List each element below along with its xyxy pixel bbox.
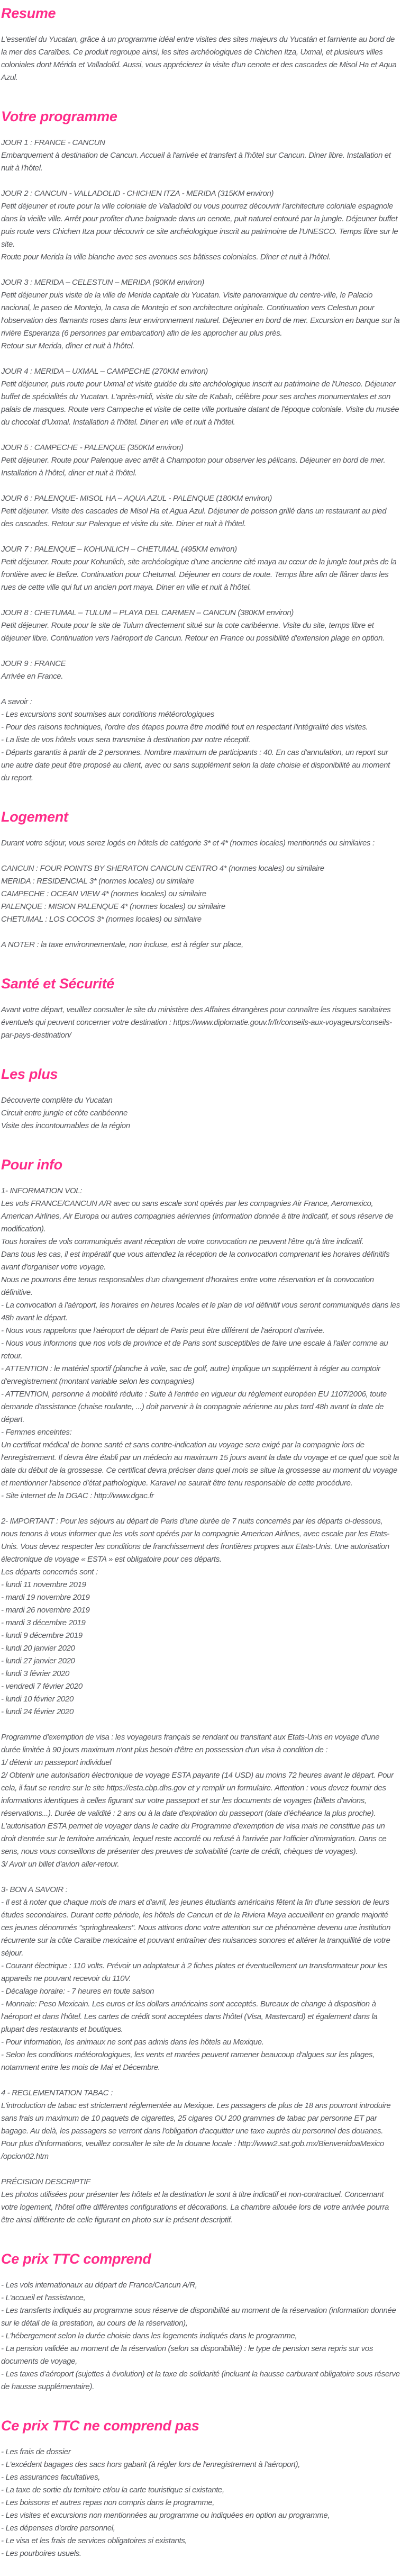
paragraph-line: Circuit entre jungle et côte caribéenne (1, 1109, 127, 1118)
paragraph-line: - Monnaie: Peso Mexicain. Les euros et les dollars américains sont acceptés. Bureaux de change à disposition à l'aéroport et dans l'hôtel. Les cartes de crédit sont acceptées dans l'hôtel (Visa, Mastercard) et également dans la plupart des restaurants et boutiques. (1, 1999, 378, 2034)
text-block (1, 33, 400, 84)
text-block (1, 1094, 400, 1132)
paragraph-line: - Courant électrique : 110 volts. Prévoir un adaptateur à 2 fiches plates et éventuellement un transformateur pour les appareils ne pouvant recevoir du 110V. (1, 1961, 387, 1984)
paragraph-line: 3/ Avoir un billet d'avion aller-retour. (1, 1860, 120, 1869)
paragraph-line: A savoir : (1, 697, 32, 707)
paragraph-line: L'autorisation ESTA permet de voyager dans le cadre du Programme d'exemption de visa mais ne constitue pas un droit d'entrée sur le territoire américain, lequel reste accordé ou refusé à l'arrivée par l'officier d'immigration. Dans ce sens, nous vous conseillons de présenter des preuves de solvabilité (carte de crédit, chèques de voyages). (1, 1822, 387, 1857)
section-title-logement: Logement (1, 809, 68, 825)
paragraph-line: - Nous vous informons que nos vols de province et de Paris sont susceptibles de faire une escale à l'aller comme au retour. (1, 1339, 388, 1361)
paragraph-line: - La taxe de sortie du territoire et/ou la carte touristique si existante, (1, 2485, 224, 2495)
paragraph-line: Arrivée en France. (1, 672, 63, 681)
section-title-resume: Resume (1, 5, 56, 21)
paragraph-line: JOUR 3 : MERIDA – CELESTUN – MERIDA (90KM environ) (1, 278, 204, 287)
paragraph-line: 2/ Obtenir une autorisation électronique de voyage ESTA payante (14 USD) au moins 72 heures avant le départ. Pour cela, il faut se rendre sur le site https://esta.cbp.dhs.gov et y remplir un formulaire. Attention : vous devez fournir des informations identiques à celles figurant sur votre passeport et sur les documents de voyages (billets d'avions, réservations...). Durée de validité : 2 ans ou à la date d'expiration du passeport (date d'échéance la plus proche). (1, 1771, 394, 1818)
text-block (1, 939, 400, 951)
paragraph-line: Durant votre séjour, vous serez logés en hôtels de catégorie 3* et 4* (normes locales) mentionnés ou similaires : (1, 839, 375, 848)
paragraph-line: - Site internet de la DGAC : http://www.dgac.fr (1, 1491, 154, 1501)
paragraph-line: 2- IMPORTANT : Pour les séjours au départ de Paris d'une durée de 7 nuits concernés par les départs ci-dessous, nous tenons à vous informer que les vols sont opérés par la compagnie American Airlines, avec escale par les Etats-Unis. Vous devez respecter les conditions de franchissement des frontières propres aux Etats-Unis. Une autorisation électronique de voyage « ESTA » est obligatoire pour ces départs. (1, 1517, 390, 1564)
paragraph-line: CHETUMAL : LOS COCOS 3* (normes locales) ou similaire (1, 915, 202, 924)
paragraph-line: Tous horaires de vols communiqués avant réception de votre convocation ne peuvent l'être qu'à titre indicatif. (1, 1237, 364, 1247)
text-block (1, 1884, 400, 2074)
section-title-pour-info: Pour info (1, 1157, 62, 1173)
section-title-votre-programme: Votre programme (1, 109, 117, 125)
paragraph-line: - lundi 10 février 2020 (1, 1695, 74, 1704)
text-block (1, 657, 400, 683)
paragraph-line: - mardi 3 décembre 2019 (1, 1618, 86, 1628)
text-block (1, 862, 400, 926)
paragraph-line: MERIDA : RESIDENCIAL 3* (normes locales) ou similaire (1, 877, 194, 886)
paragraph-line: JOUR 8 : CHETUMAL – TULUM – PLAYA DEL CARMEN – CANCUN (380KM environ) (1, 608, 294, 618)
paragraph-line: Petit déjeuner et route pour la ville coloniale de Valladolid ou vous pourrez découvrir l'architecture coloniale espagnole dans la vieille ville. Arrêt pour profiter d'une baignade dans un cenote, puit naturel entouré par la jungle. Déjeuner buffet puis route vers Chichen Itza pour découvrir ce site archéologique inscrit au patrimoine de l'UNESCO. Temps libre sur le site. (1, 202, 398, 249)
section-prix-ttc-comprend (1, 2251, 400, 2393)
paragraph-line: Petit déjeuner. Route pour Kohunlich, site archéologique d'une ancienne cité maya au cœur de la jungle tout près de la frontière avec le Belize. Continuation pour Chetumal. Déjeuner en cours de route. Temps libre afin de flâner dans les rues de cette ville qui fut un ancien port maya. Diner en ville et nuit à l'hôtel. (1, 557, 397, 592)
paragraph-line: - lundi 24 février 2020 (1, 1707, 74, 1717)
paragraph-line: Un certificat médical de bonne santé et sans contre-indication au voyage sera exigé par la compagnie lors de l'enregistrement. Il devra être établi par un médecin au maximum 15 jours avant la date du voyage et ce quel que soit la date du début de la grossesse. Ce certificat devra préciser dans quel mois se situe la grossesse au moment du voyage et mentionner l'absence d'état pathologique. Karavel ne saurait être tenu responsable de cette procédure. (1, 1440, 399, 1488)
section-title-prix-ttc-comprend: Ce prix TTC comprend (1, 2251, 151, 2267)
paragraph-line: - lundi 20 janvier 2020 (1, 1644, 75, 1653)
paragraph-line: - lundi 9 décembre 2019 (1, 1631, 83, 1641)
paragraph-line: 1- INFORMATION VOL: (1, 1186, 83, 1196)
paragraph-line: CAMPECHE : OCEAN VIEW 4* (normes locales) ou similaire (1, 889, 206, 899)
paragraph-line: - mardi 26 novembre 2019 (1, 1606, 90, 1615)
text-block (1, 365, 400, 429)
paragraph-line: Embarquement à destination de Cancun. Accueil à l'arrivée et transfert à l'hôtel sur Cancun. Diner libre. Installation et nuit à l'hôtel. (1, 151, 391, 173)
section-resume (1, 5, 400, 84)
paragraph-line: Avant votre départ, veuillez consulter le site du ministère des Affaires étrangères pour connaître les risques sanitaires éventuels qui peuvent concerner votre destination : https://www.diplomatie.gouv.fr/fr/conseils-aux-voyageurs/conseils-par-pays-destination/ (1, 1005, 392, 1040)
text-block (1, 187, 400, 264)
text-block (1, 2087, 400, 2163)
paragraph-line: - Les transferts indiqués au programme sous réserve de disponibilité au moment de la réservation (information donnée sur le détail de la prestation, au cours de la réservation), (1, 2306, 396, 2328)
paragraph-line: JOUR 2 : CANCUN - VALLADOLID - CHICHEN ITZA - MERIDA (315KM environ) (1, 189, 274, 199)
section-sante-et-securite (1, 976, 400, 1042)
section-pour-info (1, 1157, 400, 2227)
paragraph-line: CANCUN : FOUR POINTS BY SHERATON CANCUN CENTRO 4* (normes locales) ou similaire (1, 864, 324, 873)
text-block (1, 1185, 400, 1502)
paragraph-line: - Les excursions sont soumises aux conditions météorologiques (1, 710, 215, 719)
paragraph-line: - ATTENTION : le matériel sportif (planche à voile, sac de golf, autre) implique un supplément à régler au comptoir d'enregistrement (montant variable selon les compagnies) (1, 1364, 380, 1386)
paragraph-line: - Les vols internationaux au départ de France/Cancun A/R, (1, 2281, 197, 2290)
text-block (1, 1004, 400, 1042)
paragraph-line: L'introduction de tabac est strictement réglementée au Mexique. Les passagers de plus de 18 ans pourront introduire sans frais un maximum de 10 paquets de cigarettes, 25 cigares OU 200 grammes de tabac par personne ET par bagage. Au delà, les passagers se verront dans l'obligation d'acquitter une taxe auprès du personnel des douanes. Pour plus d'informations, veuillez consulter le site de la douane locale : http://www2.sat.gob.mx/BienvenidoaMexico /opcion02.htm (1, 2101, 391, 2161)
section-title-les-plus: Les plus (1, 1066, 58, 1083)
text-block (1, 2279, 400, 2393)
section-title-prix-ttc-ne-comprend-pas: Ce prix TTC ne comprend pas (1, 2418, 199, 2434)
paragraph-line: PRÉCISION DESCRIPTIF (1, 2177, 90, 2187)
paragraph-line: - L'hébergement selon la durée choisie dans les logements indiqués dans le programme, (1, 2331, 297, 2341)
paragraph-line: Route pour Merida la ville blanche avec ses avenues ses bâtisses coloniales. Dîner et nuit à l'hôtel. (1, 253, 331, 262)
section-les-plus (1, 1066, 400, 1132)
paragraph-line: - La convocation à l'aéroport, les horaires en heures locales et le plan de vol définitif vous seront communiqués dans les 48h avant le départ. (1, 1301, 400, 1323)
paragraph-line: - Les frais de dossier (1, 2447, 71, 2457)
paragraph-line: - Décalage horaire: - 7 heures en toute saison (1, 1987, 154, 1996)
paragraph-line: Petit déjeuner. Route pour Palenque avec arrêt à Champoton pour observer les pélicans. Déjeuner en bord de mer. Installation à l'hôtel, diner et nuit à l'hôtel. (1, 456, 386, 478)
paragraph-line: - L'excédent bagages des sacs hors gabarit (à régler lors de l'enregistrement à l'aéroport), (1, 2460, 300, 2470)
paragraph-line: - L'accueil et l'assistance, (1, 2293, 86, 2303)
text-block (1, 696, 400, 785)
paragraph-line: JOUR 9 : FRANCE (1, 659, 66, 669)
text-block (1, 276, 400, 353)
paragraph-line: JOUR 5 : CAMPECHE - PALENQUE (350KM environ) (1, 443, 184, 453)
paragraph-line: Petit déjeuner. Visite des cascades de Misol Ha et Agua Azul. Déjeuner de poisson grillé dans un restaurant au pied des cascades. Retour sur Palenque et visite du site. Diner et nuit à l'hôtel. (1, 507, 387, 529)
section-votre-programme (1, 109, 400, 785)
text-block (1, 1731, 400, 1871)
paragraph-line: JOUR 1 : FRANCE - CANCUN (1, 138, 105, 148)
paragraph-line: - Le visa et les frais de services obligatoires si existants, (1, 2536, 187, 2546)
paragraph-line: L'essentiel du Yucatan, grâce à un programme idéal entre visites des sites majeurs du Yucatán et farniente au bord de la mer des Caraïbes. Ce produit regroupe ainsi, les sites archéologiques de Chichen Itza, Uxmal, et plusieurs villes coloniales dont Mérida et Valladolid. Aussi, vous apprécierez la visite d'un cenote et des cascades de Misol Ha et Aqua Azul. (1, 35, 397, 83)
paragraph-line: Visite des incontournables de la région (1, 1121, 130, 1131)
paragraph-line: - Départs garantis à partir de 2 personnes. Nombre maximum de participants : 40. En cas d'annulation, un report sur une autre date peut être proposé au client, avec ou sans supplément selon la date choisie et disponibilité au moment du report. (1, 748, 390, 783)
paragraph-line: - vendredi 7 février 2020 (1, 1682, 83, 1691)
paragraph-line: - Selon les conditions météorologiques, les vents et marées peuvent ramener beaucoup d'algues sur les plages, notamment entre les mois de Mai et Décembre. (1, 2050, 375, 2073)
paragraph-line: - Les visites et excursions non mentionnées au programme ou indiquées en option au programme, (1, 2511, 330, 2520)
paragraph-line: JOUR 4 : MERIDA – UXMAL – CAMPECHE (270KM environ) (1, 367, 208, 376)
paragraph-line: - Les assurances facultatives, (1, 2473, 101, 2482)
paragraph-line: A NOTER : la taxe environnementale, non incluse, est à régler sur place, (1, 940, 243, 950)
paragraph-line: JOUR 6 : PALENQUE- MISOL HA – AQUA AZUL - PALENQUE (180KM environ) (1, 494, 272, 503)
paragraph-line: - Pour information, les animaux ne sont pas admis dans les hôtels au Mexique. (1, 2038, 264, 2047)
paragraph-line: Découverte complète du Yucatan (1, 1096, 113, 1105)
paragraph-line: - Les pourboires usuels. (1, 2549, 81, 2559)
text-block (1, 442, 400, 480)
paragraph-line: - Il est à noter que chaque mois de mars et d'avril, les jeunes étudiants américains fêtent la fin d'une session de leurs études secondaires. Durant cette période, les hôtels de Cancun et de la Riviera Maya accueillent en grande majorité ces jeunes dénommés "springbreakers". Nous attirons donc votre attention sur ce phénomène devenu une institution récurrente sur la côte Caraïbe mexicaine et pouvant entraîner des nuisances sonores et altérer la tranquillité de votre séjour. (1, 1898, 391, 1958)
paragraph-line: - ATTENTION, personne à mobilité réduite : Suite à l'entrée en vigueur du règlement européen EU 1107/2006, toute demande d'assistance (chaise roulante, ...) doit parvenir à la compagnie aérienne au plus tard 48h avant la date de départ. (1, 1390, 387, 1425)
section-title-sante-et-securite: Santé et Sécurité (1, 976, 114, 992)
paragraph-line: - Les taxes d'aéroport (sujettes à évolution) et la taxe de solidarité (incluant la hausse carburant obligatoire sous réserve de hausse supplémentaire). (1, 2370, 400, 2392)
text-block (1, 543, 400, 594)
paragraph-line: - lundi 3 février 2020 (1, 1669, 70, 1679)
paragraph-line: 3- BON A SAVOIR : (1, 1885, 68, 1895)
paragraph-line: 1/ détenir un passeport individuel (1, 1758, 112, 1768)
paragraph-line: - Les dépenses d'ordre personnel, (1, 2524, 115, 2533)
section-prix-ttc-ne-comprend-pas (1, 2418, 400, 2560)
paragraph-line: - Femmes enceintes: (1, 1428, 72, 1437)
paragraph-line: - lundi 11 novembre 2019 (1, 1580, 86, 1590)
paragraph-line: Programme d'exemption de visa : les voyageurs français se rendant ou transitant aux Etats-Unis en voyage d'une durée limitée à 90 jours maximum n'ont plus besoin d'être en possession d'un visa à condition de : (1, 1733, 380, 1755)
paragraph-line: Petit déjeuner, puis route pour Uxmal et visite guidée du site archéologique inscrit au patrimoine de l'Unesco. Déjeuner buffet de spécialités du Yucatan. L'après-midi, visite du site de Kabah, célèbre pour ses arches monumentales et son palais de masques. Route vers Campeche et visite de cette ville portuaire datant de l'époque coloniale. Visite du musée du chocolat d'Uxmal. Installation à l'hôtel. Diner en ville et nuit à l'hôtel. (1, 380, 399, 427)
paragraph-line: - La liste de vos hôtels vous sera transmise à destination par notre réceptif. (1, 735, 251, 745)
paragraph-line: - La pension validée au moment de la réservation (selon sa disponibilité) : le type de pension sera repris sur vos documents de voyage, (1, 2344, 373, 2366)
paragraph-line: JOUR 7 : PALENQUE – KOHUNLICH – CHETUMAL (495KM environ) (1, 545, 237, 554)
paragraph-line: 4 - REGLEMENTATION TABAC : (1, 2088, 113, 2098)
paragraph-line: Petit déjeuner. Route pour le site de Tulum directement situé sur la cote caribéenne. Visite du site, temps libre et déjeuner libre. Continuation vers l'aéroport de Cancun. Retour en France ou possibilité d'extension plage en option. (1, 621, 385, 643)
text-block (1, 837, 400, 850)
text-block (1, 2176, 400, 2227)
paragraph-line: - Les boissons et autres repas non compris dans le programme, (1, 2498, 215, 2508)
paragraph-line: Nous ne pourrons être tenus responsables d'un changement d'horaires entre votre réservation et la convocation définitive. (1, 1275, 374, 1298)
paragraph-line: Les vols FRANCE/CANCUN A/R avec ou sans escale sont opérés par les compagnies Air France, Aeromexico, American Airlines, Air Europa ou autres compagnies aériennes (information donnée à titre indicatif, et sous réserve de modification). (1, 1199, 394, 1234)
paragraph-line: Les photos utilisées pour présenter les hôtels et la destination le sont à titre indicatif et non-contractuel. Concernant votre logement, l'hôtel offre différentes configurations et décorations. La chambre allouée lors de votre arrivée pourra être ainsi différente de celle figurant en photo sur le présent descriptif. (1, 2190, 389, 2225)
paragraph-line: - Nous vous rappelons que l'aéroport de départ de Paris peut être différent de l'aéroport d'arrivée. (1, 1326, 325, 1336)
text-block (1, 1515, 400, 1718)
section-logement (1, 809, 400, 951)
text-block (1, 2446, 400, 2560)
paragraph-line: PALENQUE : MISION PALENQUE 4* (normes locales) ou similaire (1, 902, 225, 912)
text-block (1, 607, 400, 645)
text-block (1, 137, 400, 175)
text-block (1, 492, 400, 530)
paragraph-line: Les départs concernés sont : (1, 1568, 98, 1577)
paragraph-line: - Pour des raisons techniques, l'ordre des étapes pourra être modifié tout en respectant l'intégralité des visites. (1, 723, 368, 732)
paragraph-line: - mardi 19 novembre 2019 (1, 1593, 90, 1602)
paragraph-line: - lundi 27 janvier 2020 (1, 1656, 75, 1666)
paragraph-line: Retour sur Merida, dîner et nuit à l'hôtel. (1, 341, 135, 351)
paragraph-line: Dans tous les cas, il est impératif que vous attendiez la réception de la convocation comprenant les horaires définitifs avant d'organiser votre voyage. (1, 1250, 390, 1272)
paragraph-line: Petit déjeuner puis visite de la ville de Merida capitale du Yucatan. Visite panoramique du centre-ville, le Palacio nacional, le paseo de Montejo, la casa de Montejo et son architecture originale. Continuation vers Celestun pour l'observation des flamants roses dans leur environnement naturel. Déjeuner en bord de mer. Excursion en barque sur la rivière Esperanza (6 personnes par embarcation) afin de les approcher au plus près. (1, 291, 400, 338)
